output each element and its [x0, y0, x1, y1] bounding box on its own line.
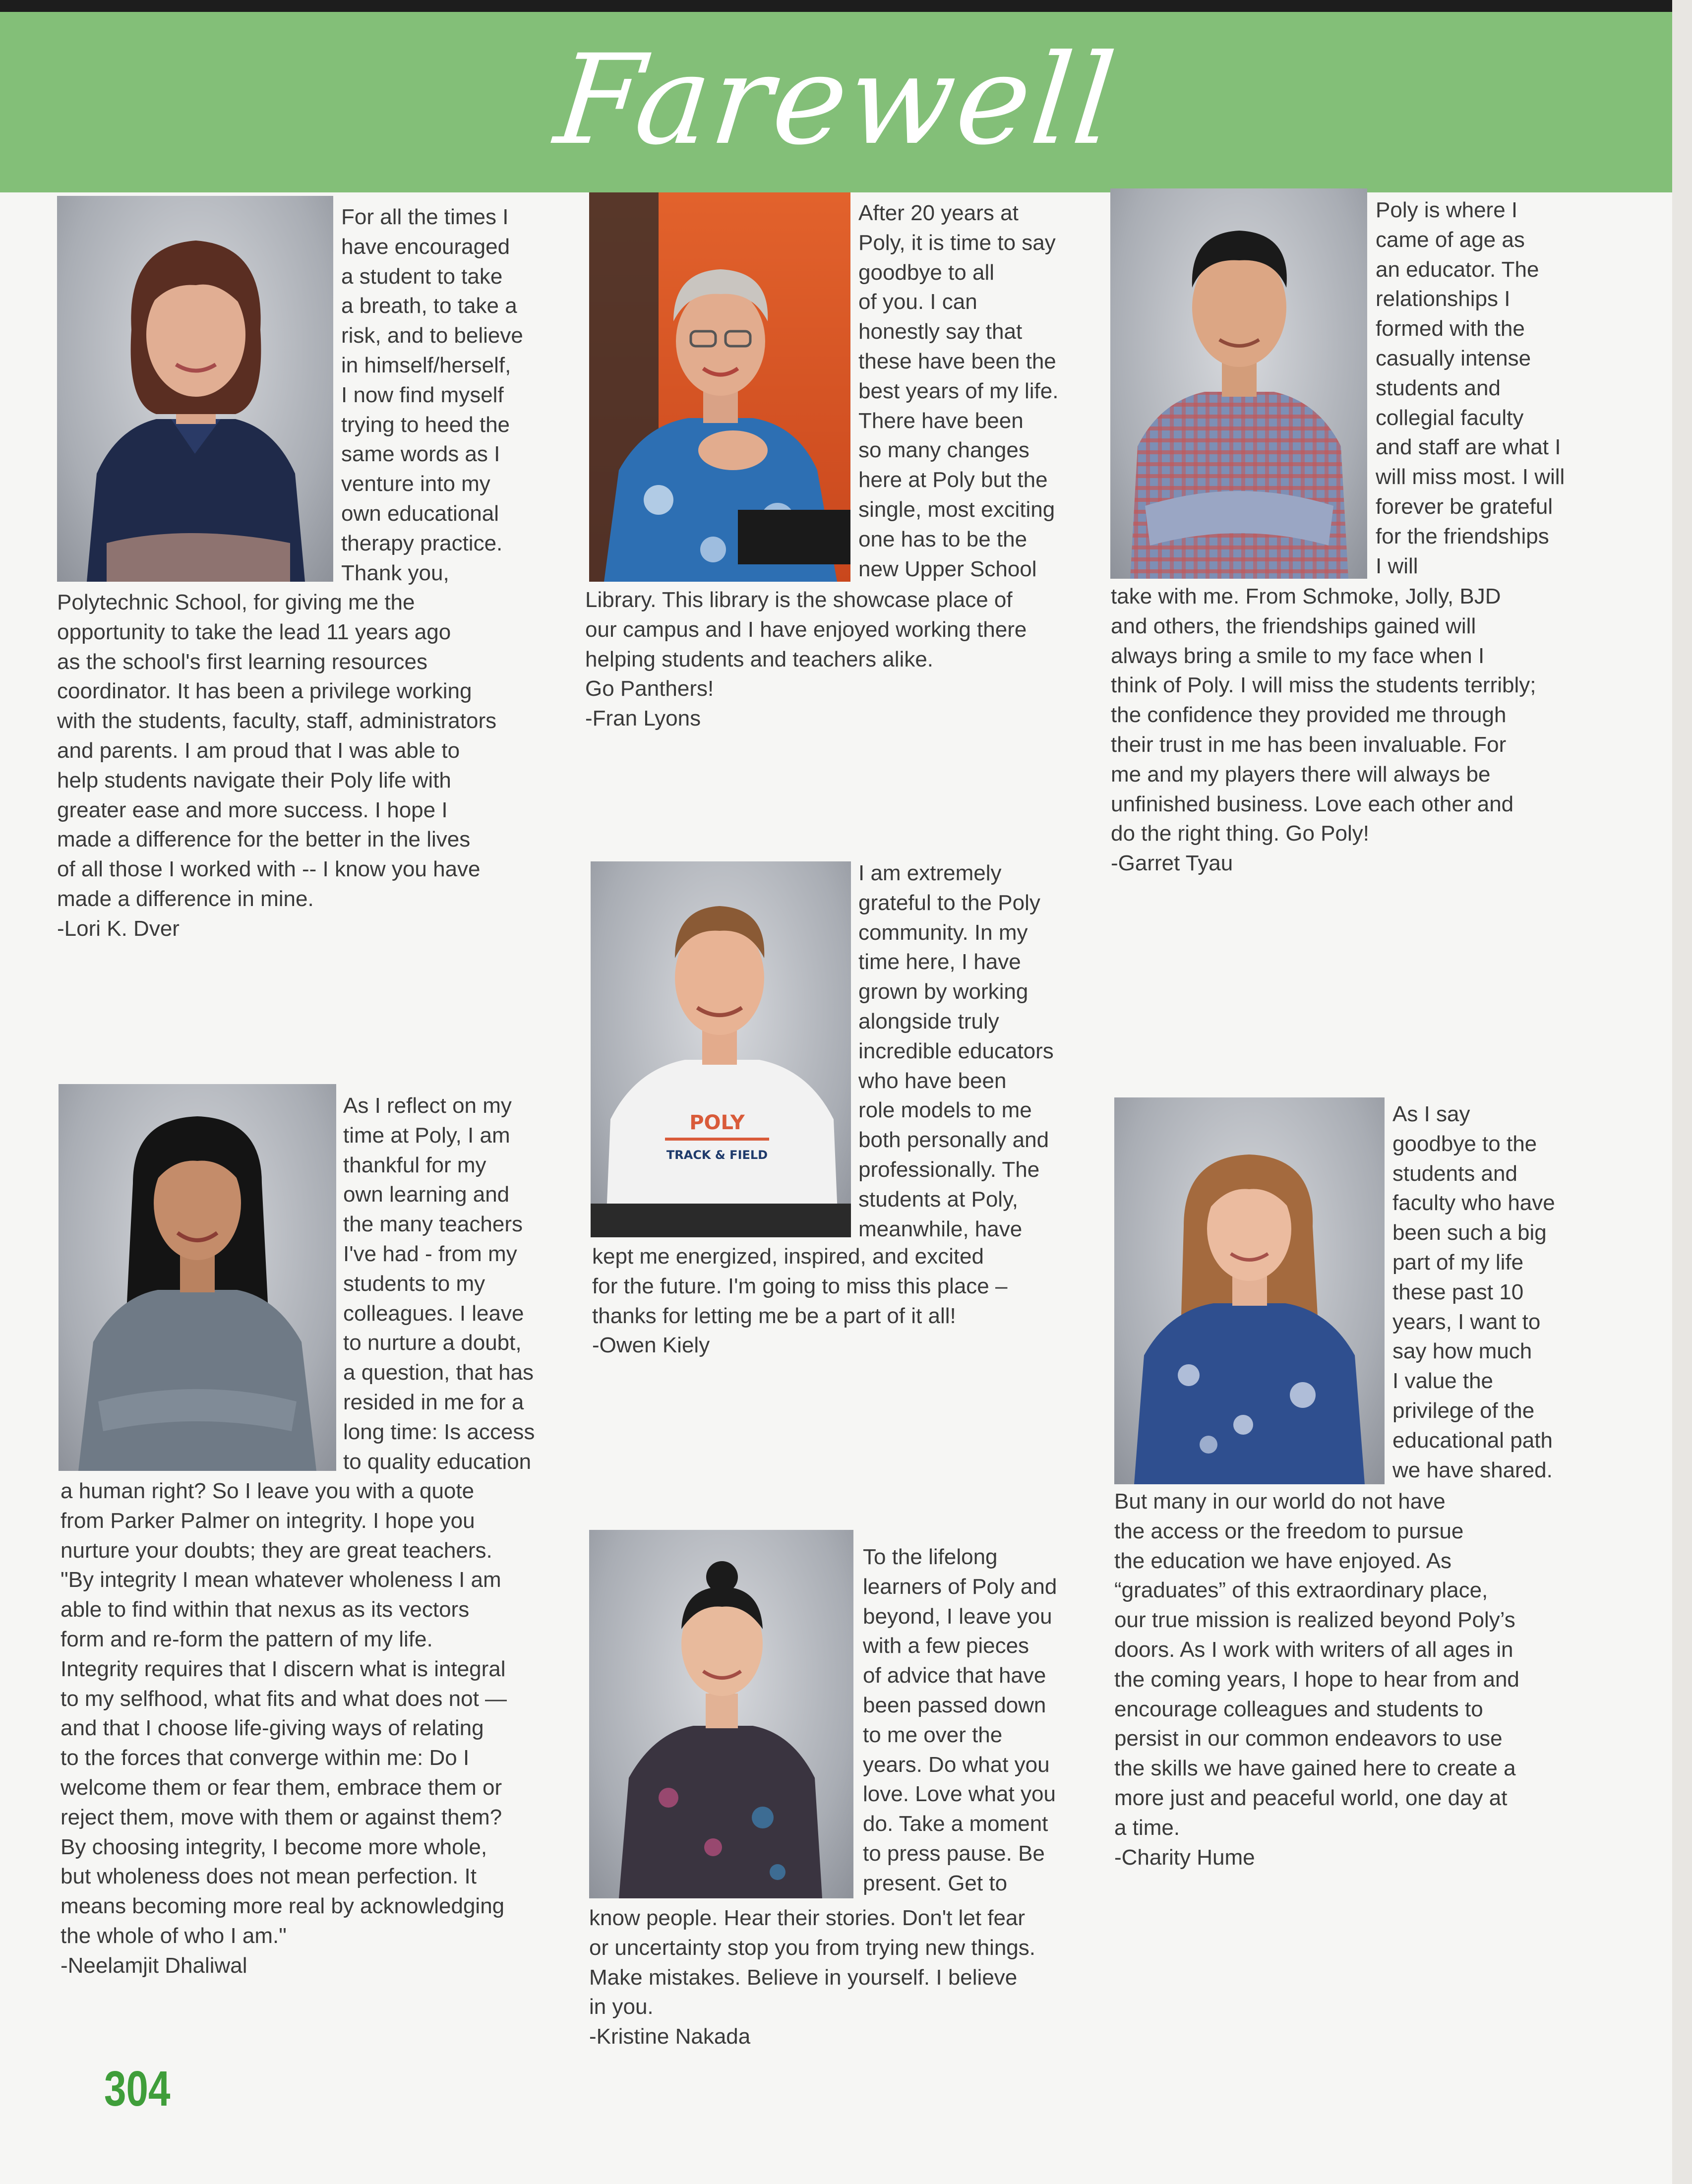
- text-line: years. Do what you: [863, 1752, 1050, 1777]
- text-line: the whole of who I am.": [60, 1923, 287, 1948]
- text-line: I've had - from my: [343, 1241, 517, 1266]
- text-line: But many in our world do not have: [1114, 1489, 1446, 1514]
- text-line: say how much: [1392, 1339, 1532, 1364]
- text-line: one has to be the: [858, 527, 1027, 551]
- text-line: do the right thing. Go Poly!: [1111, 821, 1369, 846]
- portrait-owen-kiely-figure: [591, 861, 851, 1237]
- text-line: to press pause. Be: [863, 1841, 1045, 1866]
- text-line: always bring a smile to my face when I: [1111, 643, 1485, 668]
- text-line: and staff are what I: [1376, 435, 1561, 460]
- text-line: unfinished business. Love each other and: [1111, 791, 1514, 816]
- farewell-text-neelamjit-dhaliwal: [343, 1091, 535, 1476]
- portrait-kristine-nakada: [589, 1530, 853, 1898]
- text-line: I now find myself: [341, 382, 504, 407]
- text-line: long time: Is access: [343, 1419, 535, 1444]
- text-line: made a difference in mine.: [57, 886, 314, 911]
- farewell-text-kristine-nakada-continued: [589, 1903, 1035, 2052]
- farewell-text-garret-tyau: [1376, 195, 1565, 581]
- text-line: privilege of the: [1392, 1398, 1535, 1423]
- text-line: thankful for my: [343, 1153, 486, 1177]
- text-line: students and: [1392, 1161, 1517, 1186]
- text-line: both personally and: [858, 1128, 1049, 1153]
- text-line: Make mistakes. Believe in yourself. I believe: [589, 1965, 1018, 1990]
- text-line: reject them, move with them or against them?: [60, 1805, 502, 1829]
- text-line: trying to heed the: [341, 412, 510, 437]
- farewell-text-charity-hume: [1392, 1099, 1555, 1485]
- text-line: for the future. I'm going to miss this place –: [592, 1274, 1008, 1298]
- text-line: will miss most. I will: [1376, 465, 1565, 489]
- text-line: Library. This library is the showcase place of: [585, 588, 1013, 612]
- text-line: faculty who have: [1392, 1191, 1555, 1215]
- text-line: role models to me: [858, 1098, 1032, 1123]
- text-line: For all the times I: [341, 205, 509, 229]
- text-line: opportunity to take the lead 11 years ago: [57, 619, 451, 644]
- text-line: our true mission is realized beyond Poly’s: [1114, 1608, 1515, 1633]
- text-line: more just and peaceful world, one day at: [1114, 1785, 1508, 1810]
- text-line: persist in our common endeavors to use: [1114, 1726, 1503, 1751]
- portrait-lori-dver-figure: [57, 196, 333, 582]
- text-line: a time.: [1114, 1815, 1180, 1840]
- text-line: an educator. The: [1376, 257, 1539, 282]
- text-line: goodbye to all: [858, 260, 994, 285]
- portrait-lori-dver: [57, 196, 333, 582]
- text-line: "By integrity I mean whatever wholeness I am: [60, 1568, 501, 1592]
- text-line: Thank you,: [341, 560, 449, 585]
- text-line: know people. Hear their stories. Don't let fear: [589, 1906, 1026, 1930]
- author-signature: -Owen Kiely: [592, 1333, 710, 1358]
- text-line: After 20 years at: [858, 201, 1019, 225]
- farewell-text-lori-dver: [341, 202, 523, 588]
- text-line: casually intense: [1376, 346, 1531, 370]
- text-line: forever be grateful: [1376, 494, 1553, 519]
- portrait-neelamjit-dhaliwal: [59, 1084, 336, 1471]
- text-line: have encouraged: [341, 234, 510, 259]
- text-line: As I reflect on my: [343, 1093, 512, 1118]
- text-line: me and my players there will always be: [1111, 762, 1491, 787]
- text-line: with a few pieces: [863, 1634, 1029, 1658]
- text-line: resided in me for a: [343, 1390, 524, 1414]
- text-line: take with me. From Schmoke, Jolly, BJD: [1111, 584, 1501, 608]
- portrait-kristine-nakada-figure: [589, 1530, 853, 1898]
- text-line: community. In my: [858, 920, 1028, 945]
- text-line: to quality education: [343, 1449, 532, 1474]
- text-line: risk, and to believe: [341, 323, 523, 348]
- text-line: There have been: [858, 408, 1024, 433]
- text-line: own learning and: [343, 1182, 510, 1207]
- text-line: honestly say that: [858, 319, 1023, 344]
- text-line: a breath, to take a: [341, 294, 517, 318]
- text-line: colleagues. I leave: [343, 1301, 524, 1326]
- text-line: a student to take: [341, 264, 503, 289]
- text-line: think of Poly. I will miss the students terribly;: [1111, 673, 1536, 698]
- author-signature: -Neelamjit Dhaliwal: [60, 1953, 247, 1978]
- text-line: help students navigate their Poly life with: [57, 768, 451, 792]
- farewell-text-kristine-nakada: [863, 1542, 1057, 1898]
- page-number: 304: [104, 2061, 171, 2117]
- text-line: present. Get to: [863, 1871, 1008, 1895]
- text-line: students and: [1376, 375, 1501, 400]
- text-line: To the lifelong: [863, 1545, 998, 1569]
- shirt-text-poly: POLY: [689, 1111, 745, 1134]
- text-line: to nurture a doubt,: [343, 1331, 522, 1355]
- text-line: to my selfhood, what fits and what does not —: [60, 1686, 507, 1711]
- text-line: I value the: [1392, 1369, 1494, 1394]
- portrait-fran-lyons-figure: [589, 192, 850, 582]
- author-signature: -Kristine Nakada: [589, 2024, 751, 2049]
- text-line: love. Love what you: [863, 1782, 1056, 1807]
- title-banner: [0, 12, 1672, 192]
- text-line: formed with the: [1376, 316, 1525, 341]
- text-line: same words as I: [341, 442, 500, 467]
- text-line: the education we have enjoyed. As: [1114, 1548, 1452, 1573]
- text-line: Polytechnic School, for giving me the: [57, 590, 415, 614]
- farewell-text-fran-lyons: [858, 198, 1058, 584]
- text-line: so many changes: [858, 438, 1029, 463]
- page-title: Farewell: [549, 27, 1123, 172]
- text-line: of all those I worked with -- I know you have: [57, 857, 481, 882]
- text-line: professionally. The: [858, 1157, 1040, 1182]
- text-line: grateful to the Poly: [858, 890, 1040, 915]
- text-line: educational path: [1392, 1428, 1553, 1453]
- text-line: to the forces that converge within me: Do I: [60, 1746, 470, 1770]
- text-line: these past 10: [1392, 1279, 1524, 1304]
- text-line: with the students, faculty, staff, administrators: [57, 709, 497, 733]
- farewell-text-neelamjit-dhaliwal-continued: [60, 1476, 507, 1981]
- text-line: “graduates” of this extraordinary place,: [1114, 1578, 1488, 1603]
- text-line: and others, the friendships gained will: [1111, 613, 1476, 638]
- text-line: their trust in me has been invaluable. For: [1111, 732, 1507, 757]
- text-line: single, most exciting: [858, 497, 1055, 522]
- text-line: been passed down: [863, 1693, 1046, 1717]
- text-line: greater ease and more success. I hope I: [57, 797, 448, 822]
- text-line: from Parker Palmer on integrity. I hope you: [60, 1508, 475, 1533]
- text-line: we have shared.: [1392, 1457, 1553, 1482]
- text-line: the skills we have gained here to create a: [1114, 1756, 1516, 1781]
- text-line: do. Take a moment: [863, 1812, 1048, 1836]
- text-line: meanwhile, have: [858, 1216, 1023, 1241]
- text-line: or uncertainty stop you from trying new things.: [589, 1935, 1035, 1960]
- portrait-garret-tyau: [1110, 188, 1367, 579]
- text-line: venture into my: [341, 472, 490, 496]
- portrait-fran-lyons: [589, 192, 850, 582]
- text-line: helping students and teachers alike.: [585, 647, 934, 671]
- text-line: collegial faculty: [1376, 405, 1524, 430]
- text-line: Poly is where I: [1376, 198, 1518, 222]
- text-line: been such a big: [1392, 1220, 1547, 1245]
- farewell-text-owen-kiely-continued: [592, 1242, 1007, 1360]
- text-line: doors. As I work with writers of all ages in: [1114, 1637, 1513, 1662]
- text-line: a human right? So I leave you with a quote: [60, 1479, 475, 1503]
- text-line: for the friendships: [1376, 524, 1549, 548]
- portrait-owen-kiely: [591, 861, 851, 1237]
- text-line: thanks for letting me be a part of it all!: [592, 1303, 956, 1328]
- farewell-text-owen-kiely: [858, 858, 1054, 1244]
- text-line: relationships I: [1376, 287, 1511, 311]
- shirt-text-track-field: TRACK & FIELD: [666, 1148, 768, 1162]
- text-line: own educational: [341, 501, 499, 526]
- text-line: and parents. I am proud that I was able to: [57, 738, 460, 763]
- author-signature: -Lori K. Dver: [57, 916, 180, 941]
- text-line: the many teachers: [343, 1212, 523, 1237]
- text-line: in you.: [589, 1995, 654, 2019]
- text-line: means becoming more real by acknowledging: [60, 1894, 505, 1919]
- text-line: as the school's first learning resources: [57, 649, 427, 674]
- text-line: these have been the: [858, 349, 1056, 373]
- text-line: came of age as: [1376, 227, 1525, 252]
- text-line: welcome them or fear them, embrace them or: [60, 1775, 502, 1800]
- text-line: Poly, it is time to say: [858, 230, 1056, 255]
- page-binding-edge: [1672, 0, 1692, 2184]
- farewell-text-charity-hume-continued: [1114, 1487, 1519, 1872]
- farewell-text-garret-tyau-continued: [1111, 582, 1536, 878]
- text-line: the confidence they provided me through: [1111, 703, 1507, 728]
- text-line: beyond, I leave you: [863, 1604, 1052, 1629]
- text-line: made a difference for the better in the lives: [57, 827, 471, 852]
- text-line: time at Poly, I am: [343, 1123, 510, 1148]
- text-line: I am extremely: [858, 861, 1002, 885]
- text-line: the access or the freedom to pursue: [1114, 1518, 1464, 1543]
- text-line: the coming years, I hope to hear from and: [1114, 1667, 1519, 1692]
- text-line: part of my life: [1392, 1250, 1524, 1274]
- text-line: Go Panthers!: [585, 676, 714, 701]
- text-line: years, I want to: [1392, 1309, 1541, 1334]
- portrait-charity-hume: [1114, 1097, 1385, 1484]
- text-line: I will: [1376, 553, 1418, 578]
- author-signature: -Charity Hume: [1114, 1845, 1255, 1870]
- text-line: but wholeness does not mean perfection. It: [60, 1864, 477, 1889]
- text-line: time here, I have: [858, 950, 1021, 974]
- farewell-text-fran-lyons-continued: [585, 585, 1027, 733]
- farewell-text-lori-dver-continued: [57, 588, 496, 944]
- text-line: As I say: [1392, 1102, 1470, 1126]
- text-line: kept me energized, inspired, and excited: [592, 1244, 984, 1269]
- text-line: Integrity requires that I discern what is integral: [60, 1656, 506, 1681]
- text-line: and that I choose life-giving ways of relating: [60, 1716, 484, 1741]
- text-line: therapy practice.: [341, 531, 503, 555]
- text-line: encourage colleagues and students to: [1114, 1697, 1483, 1721]
- text-line: in himself/herself,: [341, 353, 511, 377]
- text-line: able to find within that nexus as its vectors: [60, 1597, 470, 1622]
- text-line: to me over the: [863, 1722, 1003, 1747]
- text-line: goodbye to the: [1392, 1131, 1537, 1156]
- portrait-charity-hume-figure: [1114, 1097, 1385, 1484]
- text-line: By choosing integrity, I become more whole,: [60, 1834, 487, 1859]
- text-line: incredible educators: [858, 1038, 1054, 1063]
- text-line: nurture your doubts; they are great teachers.: [60, 1538, 492, 1563]
- text-line: best years of my life.: [858, 378, 1059, 403]
- author-signature: -Garret Tyau: [1111, 851, 1233, 876]
- top-edge-line: [0, 0, 1672, 12]
- text-line: of you. I can: [858, 290, 977, 314]
- text-line: new Upper School: [858, 556, 1037, 581]
- text-line: here at Poly but the: [858, 468, 1048, 492]
- text-line: who have been: [858, 1068, 1007, 1093]
- author-signature: -Fran Lyons: [585, 706, 701, 731]
- text-line: a question, that has: [343, 1360, 534, 1385]
- text-line: alongside truly: [858, 1009, 999, 1033]
- text-line: form and re-form the pattern of my life.: [60, 1627, 433, 1651]
- portrait-neelamjit-dhaliwal-figure: [59, 1084, 336, 1471]
- text-line: coordinator. It has been a privilege working: [57, 679, 472, 704]
- text-line: students at Poly,: [858, 1187, 1019, 1212]
- text-line: our campus and I have enjoyed working there: [585, 617, 1027, 642]
- portrait-garret-tyau-figure: [1110, 188, 1367, 579]
- text-line: grown by working: [858, 979, 1028, 1004]
- text-line: students to my: [343, 1271, 485, 1296]
- text-line: of advice that have: [863, 1663, 1046, 1688]
- text-line: learners of Poly and: [863, 1574, 1057, 1599]
